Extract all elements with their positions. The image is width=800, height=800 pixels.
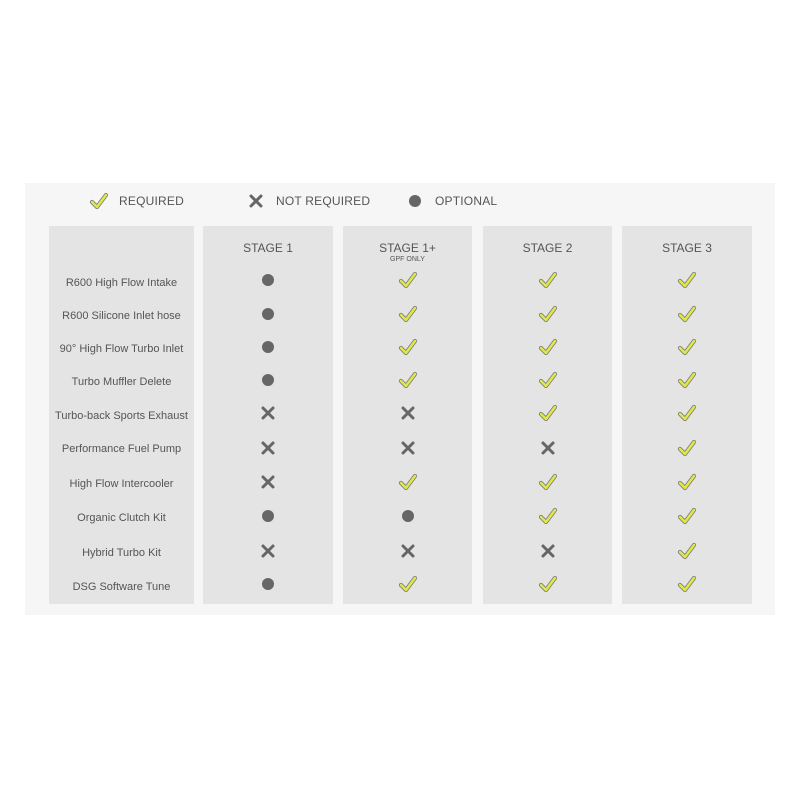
feature-label: Turbo Muffler Delete	[71, 376, 172, 388]
check-icon	[677, 370, 697, 390]
check-icon	[677, 270, 697, 290]
dot-icon	[258, 337, 278, 357]
stage-heading: STAGE 1	[243, 241, 293, 255]
check-icon	[677, 472, 697, 492]
cross-icon	[538, 541, 558, 561]
feature-label-column	[49, 226, 194, 604]
check-icon	[398, 370, 418, 390]
feature-label: 90° High Flow Turbo Inlet	[59, 343, 184, 355]
check-icon	[677, 574, 697, 594]
check-icon	[538, 403, 558, 423]
cross-icon	[258, 541, 278, 561]
feature-label: Turbo-back Sports Exhaust	[55, 410, 188, 422]
cross-icon	[398, 403, 418, 423]
stage-column-stage-1-plus	[343, 226, 472, 604]
check-icon	[538, 337, 558, 357]
legend-not-required-label: NOT REQUIRED	[276, 194, 371, 208]
stage-column-stage-3	[622, 226, 752, 604]
check-icon	[538, 506, 558, 526]
cross-icon	[538, 438, 558, 458]
check-icon	[677, 304, 697, 324]
stage-heading: STAGE 3	[662, 241, 712, 255]
cross-icon	[398, 438, 418, 458]
check-icon	[398, 337, 418, 357]
dot-icon	[258, 270, 278, 290]
legend-optional-label: OPTIONAL	[435, 194, 498, 208]
feature-label: Hybrid Turbo Kit	[82, 547, 161, 559]
check-icon	[677, 403, 697, 423]
feature-label: Performance Fuel Pump	[61, 443, 182, 455]
feature-label: R600 High Flow Intake	[65, 277, 178, 289]
feature-label: DSG Software Tune	[72, 581, 171, 593]
dot-icon	[258, 506, 278, 526]
check-icon	[398, 270, 418, 290]
legend-not-required	[246, 191, 370, 211]
stage-column-stage-2	[483, 226, 612, 604]
dot-icon	[258, 370, 278, 390]
check-icon	[538, 270, 558, 290]
check-icon	[398, 304, 418, 324]
stage-subheading: GPF ONLY	[390, 256, 425, 263]
stage-heading: STAGE 1+	[379, 241, 436, 255]
dot-icon	[258, 574, 278, 594]
check-icon	[398, 472, 418, 492]
check-icon	[538, 472, 558, 492]
dot-icon	[258, 304, 278, 324]
legend-required-label: REQUIRED	[119, 194, 184, 208]
legend	[25, 183, 775, 223]
cross-icon	[258, 438, 278, 458]
legend-required	[89, 191, 184, 211]
cross-icon	[398, 541, 418, 561]
check-icon	[677, 506, 697, 526]
check-icon	[398, 574, 418, 594]
feature-label: High Flow Intercooler	[69, 478, 174, 490]
check-icon	[538, 304, 558, 324]
check-icon	[677, 438, 697, 458]
dot-icon	[398, 506, 418, 526]
stage-column-stage-1	[203, 226, 333, 604]
cross-icon	[246, 191, 266, 211]
comparison-board	[25, 183, 775, 615]
dot-icon	[405, 191, 425, 211]
feature-label: Organic Clutch Kit	[77, 512, 166, 524]
feature-label: R600 Silicone Inlet hose	[62, 310, 181, 322]
cross-icon	[258, 472, 278, 492]
check-icon	[538, 370, 558, 390]
check-icon	[538, 574, 558, 594]
check-icon	[677, 337, 697, 357]
stage-heading: STAGE 2	[522, 241, 573, 255]
check-icon	[677, 541, 697, 561]
cross-icon	[258, 403, 278, 423]
check-icon	[89, 191, 109, 211]
legend-optional	[405, 191, 497, 211]
